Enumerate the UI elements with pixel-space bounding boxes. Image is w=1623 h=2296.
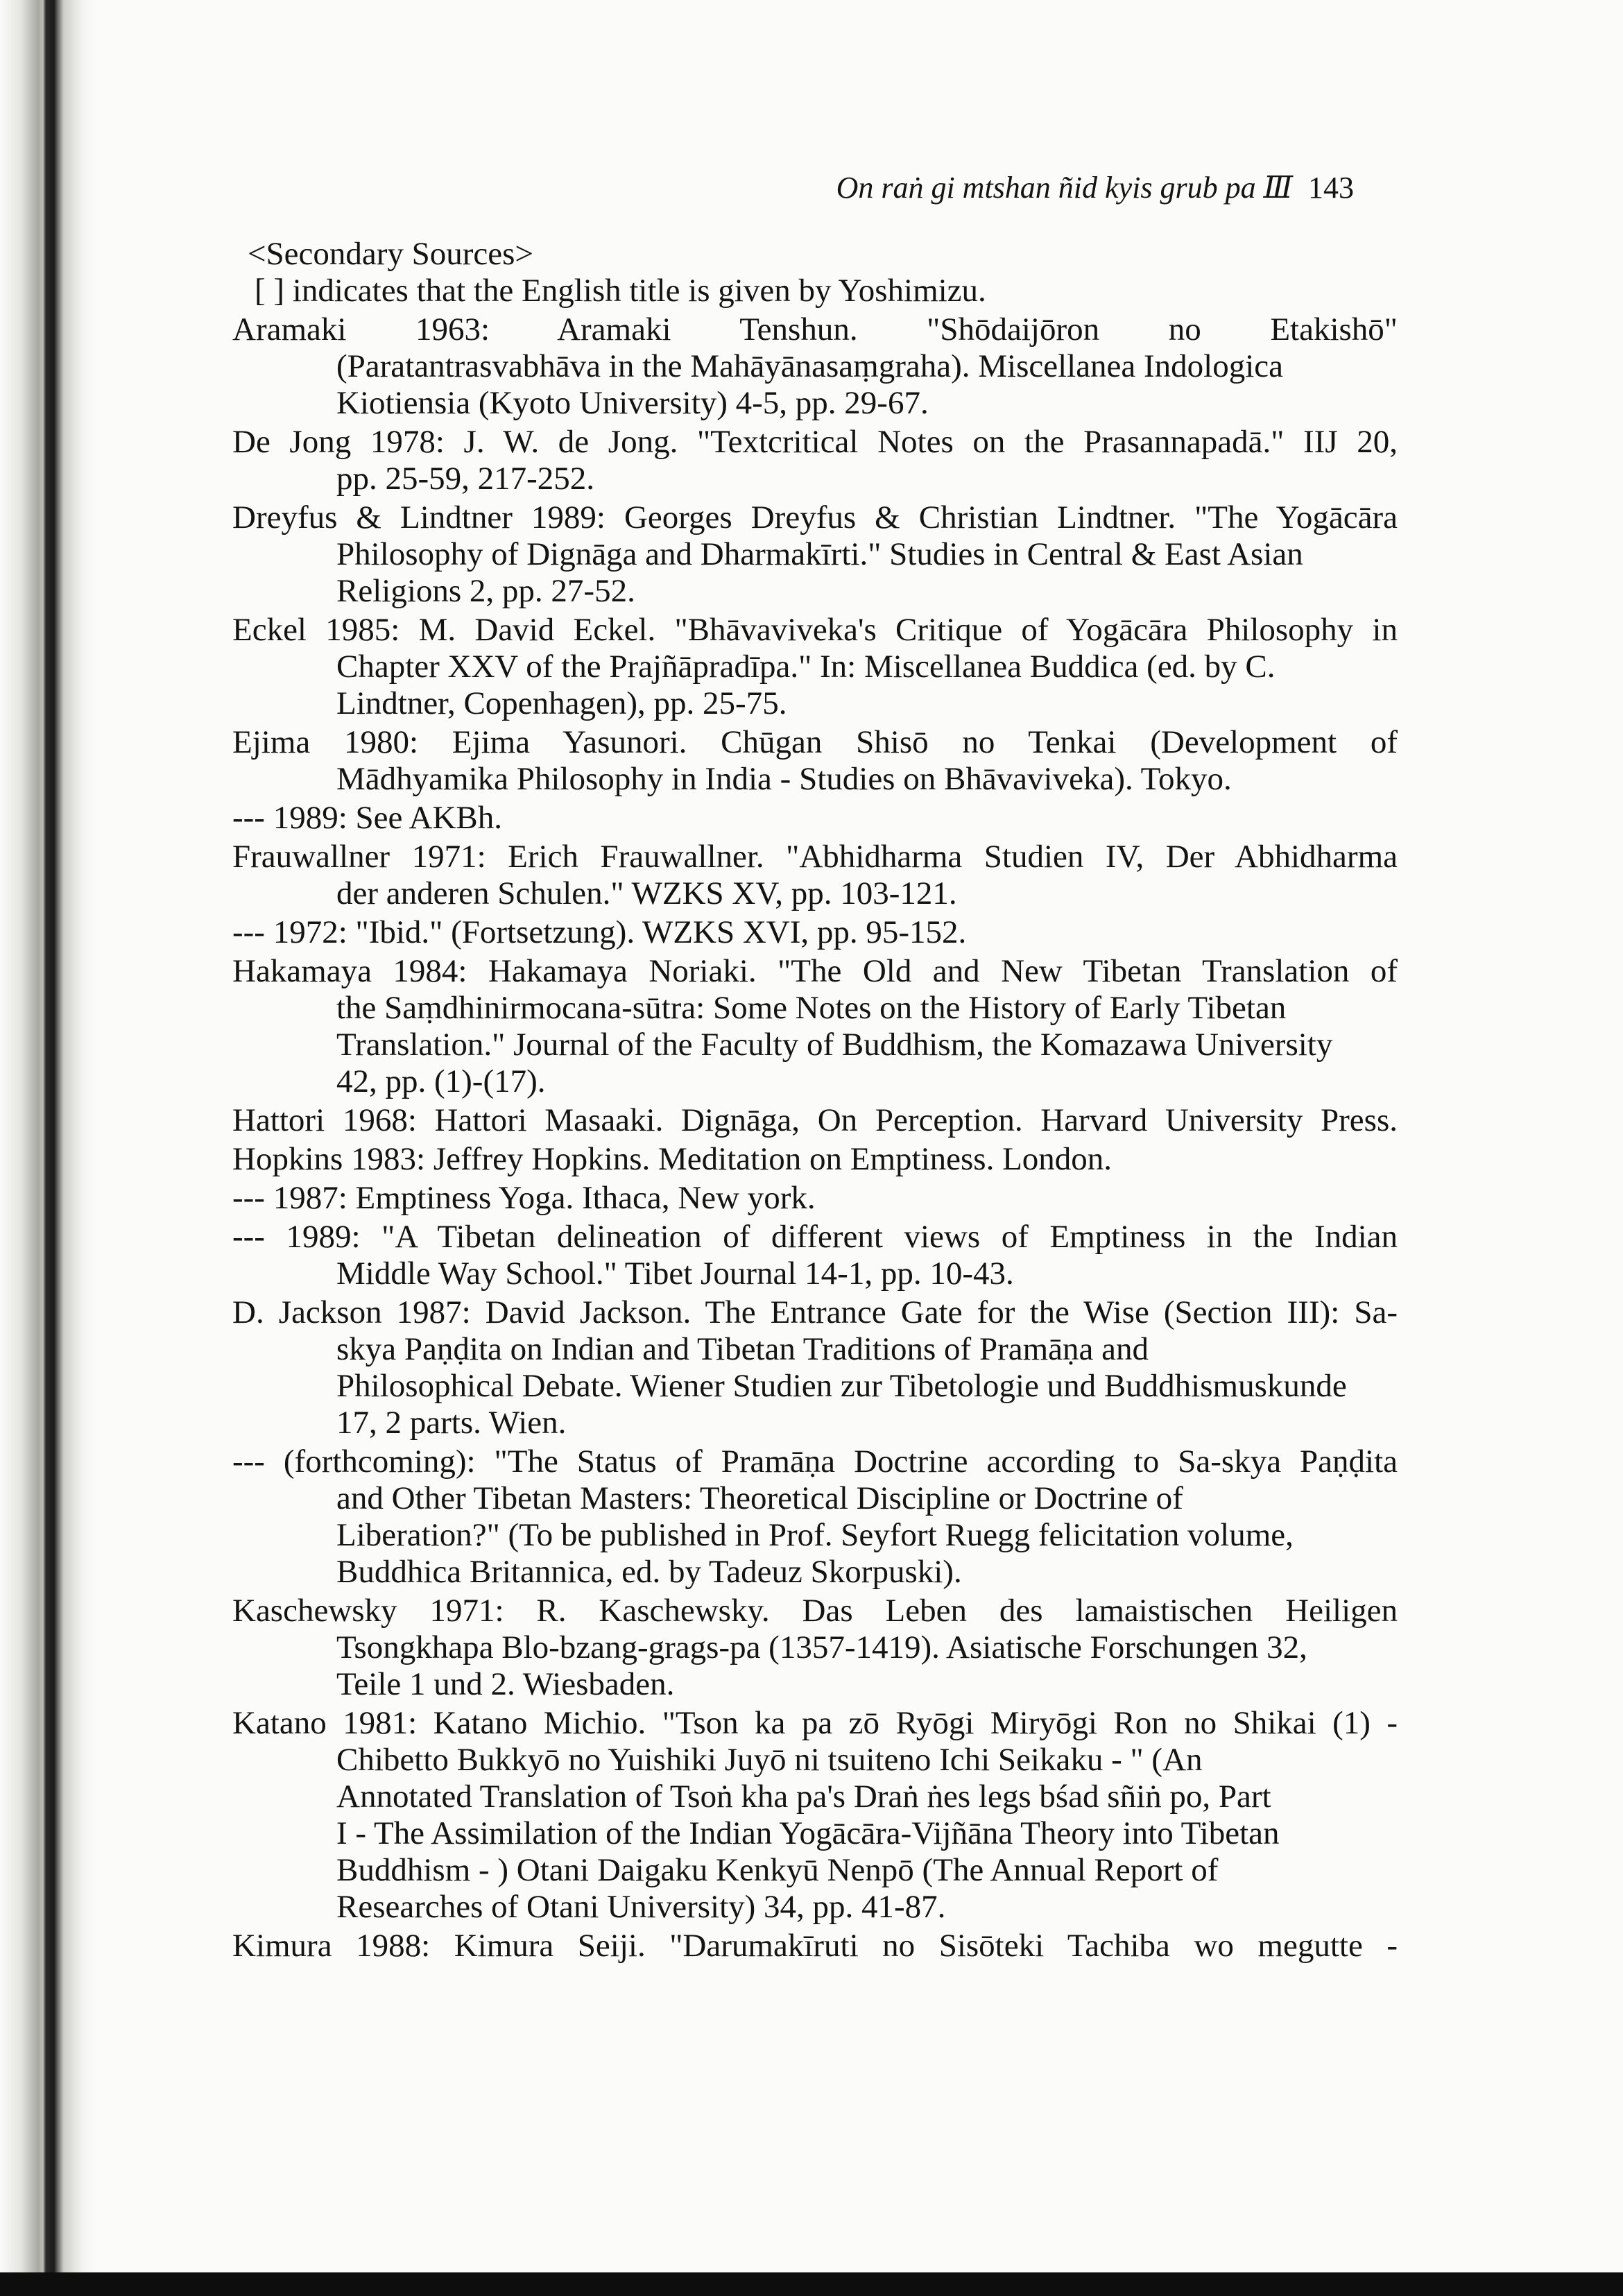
running-title: On raṅ gi mtshan ñid kyis grub pa Ⅲ <box>836 171 1293 205</box>
entry-line: and Other Tibetan Masters: Theoretical Discipline or Doctrine of <box>336 1480 1183 1516</box>
bib-entry-hopkins-1983 <box>232 1141 1398 1178</box>
entry-line: Chibetto Bukkyō no Yuishiki Juyō ni tsuiteno Ichi Seikaku - " (An <box>336 1742 1203 1778</box>
entry-line: I - The Assimilation of the Indian Yogācāra-Vijñāna Theory into Tibetan <box>336 1815 1280 1851</box>
entry-line: Hakamaya 1984: Hakamaya Noriaki. "The Old and New Tibetan Translation of <box>232 953 1398 989</box>
entry-line: Chapter XXV of the Prajñāpradīpa." In: Miscellanea Buddica (ed. by C. <box>336 649 1276 685</box>
bib-entry-frauwallner-1972 <box>232 914 1398 951</box>
entry-line: --- 1989: See AKBh. <box>232 800 503 836</box>
entry-line: Middle Way School." Tibet Journal 14-1, pp. 10-43. <box>336 1256 1014 1292</box>
bib-entry-ejima-1989 <box>232 800 1398 837</box>
book-binding-shadow <box>0 0 97 2296</box>
entry-line: der anderen Schulen." WZKS XV, pp. 103-121. <box>336 875 957 911</box>
entry-line: Kaschewsky 1971: R. Kaschewsky. Das Leben des lamaistischen Heiligen <box>232 1593 1398 1629</box>
bib-entry-hattori-1968 <box>232 1102 1398 1139</box>
entry-line: the Saṃdhinirmocana-sūtra: Some Notes on the History of Early Tibetan <box>336 990 1287 1026</box>
entry-line: Kimura 1988: Kimura Seiji. "Darumakīruti no Sisōteki Tachiba wo megutte - <box>232 1928 1398 1964</box>
entry-line: Annotated Translation of Tsoṅ kha pa's Draṅ ṅes legs bśad sñiṅ po, Part <box>336 1779 1271 1815</box>
entry-line: Ejima 1980: Ejima Yasunori. Chūgan Shisō no Tenkai (Development of <box>232 724 1398 760</box>
entry-line: Frauwallner 1971: Erich Frauwallner. "Abhidharma Studien IV, Der Abhidharma <box>232 839 1398 875</box>
scan-bottom-edge <box>0 2272 1623 2296</box>
bibliography <box>232 236 1398 1964</box>
entry-line: Katano 1981: Katano Michio. "Tson ka pa zō Ryōgi Miryōgi Ron no Shikai (1) - <box>232 1705 1398 1741</box>
entry-line: Researches of Otani University) 34, pp. 41-87. <box>336 1889 946 1925</box>
bib-entry-eckel-1985 <box>232 612 1398 722</box>
entry-line: Hopkins 1983: Jeffrey Hopkins. Meditation on Emptiness. London. <box>232 1141 1113 1177</box>
section-heading: <Secondary Sources> <box>248 236 533 272</box>
bib-entry-kaschewsky-1971 <box>232 1593 1398 1703</box>
entry-line: Lindtner, Copenhagen), pp. 25-75. <box>336 685 787 721</box>
entry-line: Buddhism - ) Otani Daigaku Kenkyū Nenpō (The Annual Report of <box>336 1852 1219 1888</box>
entry-line: --- 1989: "A Tibetan delineation of different views of Emptiness in the Indian <box>232 1219 1398 1255</box>
entry-line: pp. 25-59, 217-252. <box>336 461 595 497</box>
entry-line: Mādhyamika Philosophy in India - Studies on Bhāvaviveka). Tokyo. <box>336 761 1232 797</box>
entry-line: 42, pp. (1)-(17). <box>336 1063 546 1099</box>
entry-line: (Paratantrasvabhāva in the Mahāyānasaṃgraha). Miscellanea Indologica <box>336 348 1284 384</box>
entry-line: Dreyfus & Lindtner 1989: Georges Dreyfus & Christian Lindtner. "The Yogācāra <box>232 499 1398 536</box>
entry-line: Hattori 1968: Hattori Masaaki. Dignāga, On Perception. Harvard University Press. <box>232 1102 1398 1138</box>
bib-entry-kimura-1988 <box>232 1928 1398 1964</box>
entry-line: --- 1987: Emptiness Yoga. Ithaca, New york. <box>232 1180 816 1216</box>
bib-entry-frauwallner-1971 <box>232 839 1398 912</box>
bib-entry-dejong-1978 <box>232 424 1398 497</box>
bib-entry-hopkins-1989 <box>232 1219 1398 1292</box>
entry-line: --- 1972: "Ibid." (Fortsetzung). WZKS XVI, pp. 95-152. <box>232 914 967 950</box>
bib-entry-ejima-1980 <box>232 724 1398 798</box>
entry-line: Liberation?" (To be published in Prof. Seyfort Ruegg felicitation volume, <box>336 1517 1294 1553</box>
page-number: 143 <box>1308 171 1354 205</box>
entry-line: De Jong 1978: J. W. de Jong. "Textcritical Notes on the Prasannapadā." IIJ 20, <box>232 424 1398 460</box>
entry-line: --- (forthcoming): "The Status of Pramāṇa Doctrine according to Sa-skya Paṇḍita <box>232 1443 1398 1480</box>
bib-entry-hakamaya-1984 <box>232 953 1398 1100</box>
entry-line: Philosophy of Dignāga and Dharmakīrti." Studies in Central & East Asian <box>336 536 1303 572</box>
entry-line: Eckel 1985: M. David Eckel. "Bhāvaviveka's Critique of Yogācāra Philosophy in <box>232 612 1398 648</box>
entry-line: Kiotiensia (Kyoto University) 4-5, pp. 29-67. <box>336 385 929 421</box>
bib-entry-jackson-1987 <box>232 1294 1398 1441</box>
running-header <box>836 170 1354 205</box>
entry-line: Tsongkhapa Blo-bzang-grags-pa (1357-1419). Asiatische Forschungen 32, <box>336 1629 1307 1665</box>
entry-line: skya Paṇḍita on Indian and Tibetan Traditions of Pramāṇa and <box>336 1331 1149 1367</box>
bib-entry-aramaki-1963 <box>232 311 1398 422</box>
entry-line: Teile 1 und 2. Wiesbaden. <box>336 1666 675 1702</box>
entry-line: Philosophical Debate. Wiener Studien zur Tibetologie und Buddhismuskunde <box>336 1368 1347 1404</box>
entry-line: Translation." Journal of the Faculty of Buddhism, the Komazawa University <box>336 1027 1333 1063</box>
entry-line: D. Jackson 1987: David Jackson. The Entrance Gate for the Wise (Section III): Sa- <box>232 1294 1398 1330</box>
entry-line: Aramaki 1963: Aramaki Tenshun. "Shōdaijōron no Etakishō" <box>232 311 1398 348</box>
bib-entry-hopkins-1987 <box>232 1180 1398 1217</box>
bib-entry-jackson-forthcoming <box>232 1443 1398 1591</box>
entry-line: 17, 2 parts. Wien. <box>336 1405 567 1441</box>
entry-line: Religions 2, pp. 27-52. <box>336 573 635 609</box>
entry-line: Buddhica Britannica, ed. by Tadeuz Skorpuski). <box>336 1554 962 1590</box>
bib-entry-dreyfus-lindtner-1989 <box>232 499 1398 610</box>
bib-entry-katano-1981 <box>232 1705 1398 1926</box>
section-note: [ ] indicates that the English title is given by Yoshimizu. <box>255 273 986 309</box>
